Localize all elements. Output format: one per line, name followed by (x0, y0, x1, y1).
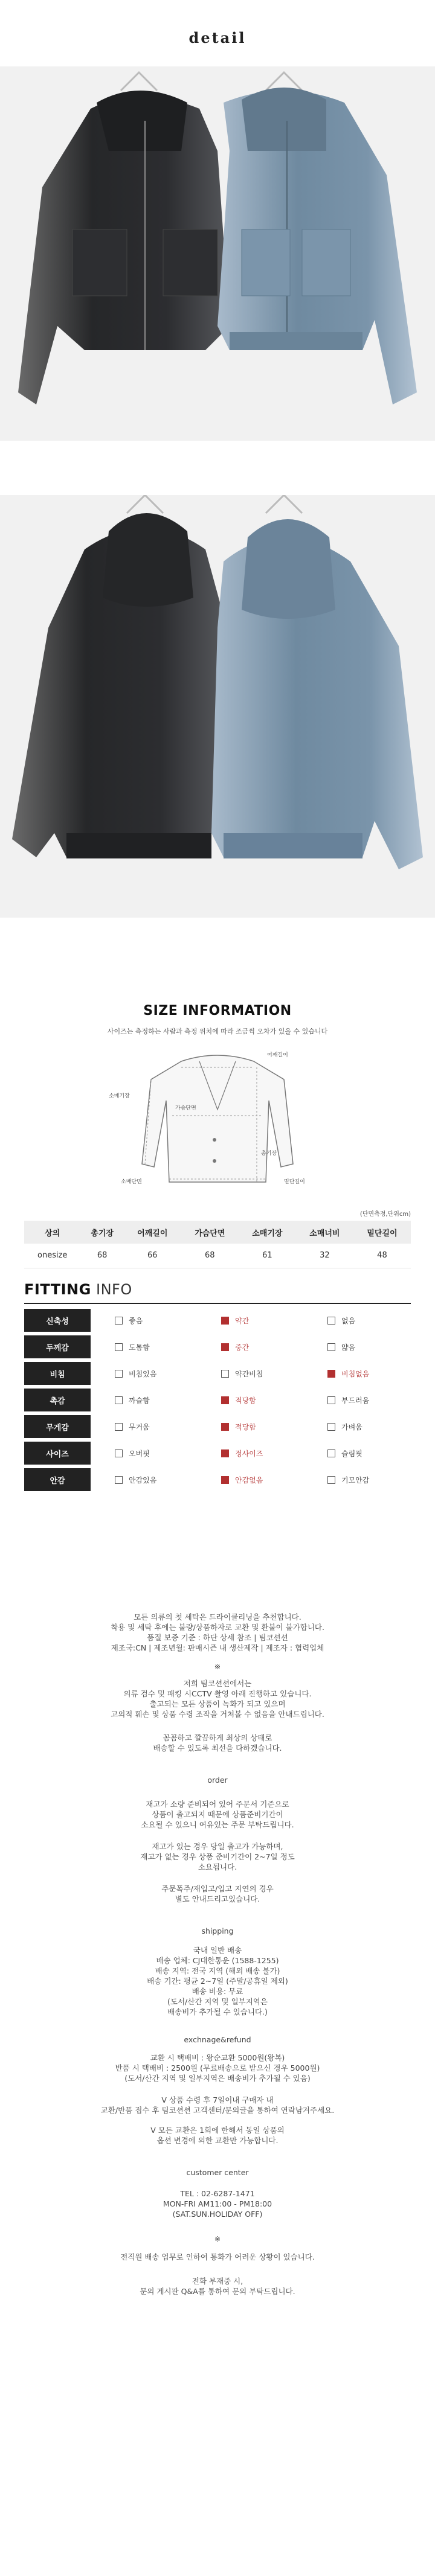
shipping-line: 배송 기간: 평균 2~7일 (주말/공휴일 제외) (147, 1977, 288, 1986)
exchange-line: 옵션 변경에 의한 교환만 가능합니다. (156, 2136, 279, 2145)
product-photo-back-art (0, 495, 435, 918)
closing-line: 전화 부재중 시, (192, 2277, 243, 2286)
shipping-line: 배송 지역: 전국 지역 (해외 배송 불가) (155, 1966, 280, 1975)
fitting-option-label: 무거움 (129, 1422, 150, 1431)
fitting-option (303, 1395, 410, 1405)
cs-line: MON-FRI AM11:00 - PM18:00 (163, 2199, 272, 2208)
fitting-option-label: 비침없음 (341, 1369, 370, 1378)
inspection-line: 출고되는 모든 상품이 녹화가 되고 있으며 (149, 1699, 286, 1708)
checked-box-icon (221, 1423, 229, 1431)
checked-box-icon (221, 1396, 229, 1404)
size-table-cell: 66 (147, 1251, 158, 1261)
fitting-row-label: 사이즈 (24, 1442, 91, 1465)
diagram-label-hem: 밑단길이 (284, 1179, 305, 1185)
size-table-header-cell: 총기장 (80, 1221, 123, 1244)
fitting-option-label: 까슬함 (129, 1396, 150, 1405)
fitting-heading-light: INFO (95, 1281, 132, 1298)
size-info-heading: SIZE INFORMATION (143, 1003, 292, 1018)
fitting-option-label: 안감없음 (235, 1475, 263, 1485)
exchange-heading: exchnage&refund (184, 2035, 251, 2044)
fitting-option-label: 약간비침 (235, 1369, 263, 1378)
exchange-option-notice (0, 2125, 435, 2146)
diagram-label-sleeve: 소매기장 (109, 1093, 130, 1099)
fitting-option-label: 정사이즈 (235, 1449, 263, 1458)
fitting-option (197, 1422, 303, 1432)
jacket-measurement-diagram (109, 1043, 326, 1194)
inspection-notice (0, 1678, 435, 1719)
order-stock-notice (0, 1841, 435, 1872)
promise-line: 꼼꼼하고 깔끔하게 최상의 상태로 (163, 1733, 272, 1742)
order-line: 상품이 출고되지 때문에 상품준비기간이 (152, 1810, 283, 1819)
fitting-row (24, 1309, 411, 1332)
fitting-option (197, 1395, 303, 1405)
care-line: 품질 보증 기준 : 하단 상세 참조 | 팀코션션 (147, 1633, 288, 1642)
fitting-option (91, 1369, 197, 1379)
inspection-line: 고의적 훼손 및 상품 수령 조작을 거쳐볼 수 없음을 안내드립니다. (111, 1710, 324, 1719)
fitting-option (303, 1342, 410, 1352)
fitting-option-label: 없음 (341, 1316, 356, 1325)
checked-box-icon (221, 1317, 229, 1325)
fitting-option-label: 얇음 (341, 1343, 356, 1352)
closing-line: 전직원 배송 업무로 인하여 통화가 어려운 상황이 있습니다. (120, 2252, 315, 2261)
exchange-fee-notice (0, 2053, 435, 2083)
exchange-period-notice (0, 2095, 435, 2115)
fitting-option (91, 1395, 197, 1405)
fitting-option (197, 1315, 303, 1326)
shipping-line: 국내 일반 배송 (193, 1946, 242, 1955)
exchange-line: V 모든 교환은 1회에 한해서 동일 상품의 (150, 2126, 285, 2135)
fitting-option (91, 1422, 197, 1432)
fitting-option-label: 가벼움 (341, 1422, 362, 1431)
care-line: 모든 의류의 첫 세탁은 드라이클리닝을 추천합니다. (134, 1612, 301, 1622)
order-line: 소요됩니다. (198, 1862, 237, 1871)
fitting-row-label: 촉감 (24, 1389, 91, 1411)
fitting-row-label: 신축성 (24, 1309, 91, 1332)
exchange-line: 교환/반품 접수 후 팀코션션 고객센터/문의글을 통하여 연락남겨주세요. (100, 2106, 335, 2115)
order-delay-notice (0, 1884, 435, 1904)
fitting-divider (24, 1303, 411, 1304)
shipping-line: 배송 업체: CJ대한통운 (1588-1255) (156, 1956, 279, 1965)
fitting-option-label: 비침있음 (129, 1369, 157, 1378)
fitting-row-label: 비침 (24, 1362, 91, 1385)
empty-box-icon (327, 1449, 335, 1457)
order-line: 재고가 소량 준비되어 있어 주문서 기준으로 (146, 1800, 289, 1809)
shipping-notice (0, 1945, 435, 2017)
promise-line: 배송할 수 있도록 최선을 다하겠습니다. (153, 1743, 282, 1753)
fitting-option-label: 좋음 (129, 1316, 143, 1325)
size-table-cell: 68 (205, 1251, 215, 1261)
customer-center-heading: customer center (186, 2168, 249, 2177)
fitting-option-label: 슬림핏 (341, 1449, 362, 1458)
fitting-row-label: 두께감 (24, 1335, 91, 1358)
fitting-table (24, 1309, 411, 1495)
closing-notice (0, 2252, 435, 2262)
separator-mark: ※ (214, 1662, 221, 1671)
size-table-header-cell: 소매너비 (296, 1221, 353, 1244)
fitting-option (91, 1342, 197, 1352)
size-table-header-cell: 밑단길이 (353, 1221, 411, 1244)
size-table-cell: 32 (320, 1251, 330, 1261)
product-photo-front-art (0, 66, 435, 441)
fitting-option (303, 1422, 410, 1432)
fitting-option (91, 1448, 197, 1459)
order-line: 재고가 없는 경우 상품 준비기간이 2~7일 정도 (140, 1852, 295, 1861)
diagram-label-chest: 가슴단면 (175, 1105, 196, 1111)
fitting-option (91, 1315, 197, 1326)
size-table-header-cell: 어깨길이 (124, 1221, 181, 1244)
size-table-cell: 61 (262, 1251, 272, 1261)
fitting-row (24, 1335, 411, 1358)
empty-box-icon (115, 1423, 123, 1431)
shipping-line: (도서/산간 지역 및 일부지역은 (167, 1997, 268, 2006)
product-photo-back (0, 495, 435, 918)
empty-box-icon (115, 1449, 123, 1457)
exchange-line: 반품 시 택배비 : 2500원 (무료배송으로 받으신 경우 5000원) (115, 2063, 320, 2073)
promise-notice (0, 1733, 435, 1753)
fitting-heading-bold: FITTING (24, 1281, 91, 1298)
size-table-header (24, 1221, 411, 1244)
fitting-option (303, 1315, 410, 1326)
checked-box-icon (221, 1476, 229, 1484)
fitting-row (24, 1442, 411, 1465)
detail-title: detail (188, 29, 246, 46)
empty-box-icon (327, 1343, 335, 1351)
fitting-option-label: 적당함 (235, 1422, 256, 1431)
fitting-option (197, 1475, 303, 1485)
size-table-cell: 68 (97, 1251, 108, 1261)
empty-box-icon (327, 1476, 335, 1484)
size-table (24, 1221, 411, 1268)
customer-center-info (0, 2188, 435, 2219)
fitting-option-label: 안감있음 (129, 1475, 157, 1485)
size-unit-note: (단면측정,단위cm) (359, 1211, 411, 1218)
order-line: 주문폭주/재입고/입고 지연의 경우 (161, 1884, 274, 1893)
size-table-header-cell: 소매기장 (239, 1221, 296, 1244)
exchange-line: V 상품 수령 후 7일이내 구매자 내 (161, 2095, 274, 2105)
shipping-line: 배송 비용: 무료 (192, 1987, 243, 1996)
shipping-heading: shipping (201, 1926, 234, 1935)
inspection-line: 저희 팀코션션에서는 (183, 1679, 252, 1688)
cs-line: TEL : 02-6287-1471 (180, 2189, 255, 2198)
size-table-cell: 48 (377, 1251, 387, 1261)
fitting-info-heading (24, 1281, 132, 1298)
closing-contact-notice (0, 2276, 435, 2296)
fitting-option (197, 1448, 303, 1459)
fitting-option-label: 부드러움 (341, 1396, 370, 1405)
size-table-row (24, 1244, 411, 1268)
order-line: 재고가 있는 경우 당일 출고가 가능하며, (152, 1842, 283, 1851)
empty-box-icon (115, 1370, 123, 1378)
fitting-row (24, 1415, 411, 1438)
order-line: 소요될 수 있으니 여유있는 주문 부탁드립니다. (141, 1820, 294, 1829)
empty-box-icon (327, 1423, 335, 1431)
fitting-option-label: 중간 (235, 1343, 250, 1352)
fitting-row-label: 안감 (24, 1468, 91, 1491)
fitting-option (197, 1369, 303, 1379)
fitting-row (24, 1468, 411, 1491)
fitting-option (303, 1475, 410, 1485)
order-line: 별도 안내드리고있습니다. (175, 1894, 260, 1903)
care-notice (0, 1612, 435, 1653)
diagram-label-cuff: 소매단면 (121, 1179, 142, 1185)
fitting-option (303, 1448, 410, 1459)
fitting-option-label: 오버핏 (129, 1449, 150, 1458)
product-photo-front (0, 66, 435, 441)
size-info-note: 사이즈는 측정하는 사람과 측정 위치에 따라 조금씩 오차가 있을 수 있습니다 (107, 1028, 328, 1035)
fitting-option (197, 1342, 303, 1352)
empty-box-icon (115, 1396, 123, 1404)
fitting-row (24, 1389, 411, 1411)
empty-box-icon (115, 1343, 123, 1351)
care-line: 착용 및 세탁 후에는 불량/상품하자로 교환 및 환불이 불가합니다. (111, 1623, 324, 1632)
order-notice (0, 1799, 435, 1830)
checked-box-icon (221, 1449, 229, 1457)
fitting-row-label: 무게감 (24, 1415, 91, 1438)
exchange-line: 교환 시 택배비 : 왕순교환 5000원(왕복) (150, 2053, 285, 2062)
size-table-header-cell: 상의 (24, 1221, 80, 1244)
fitting-option-label: 도톰함 (129, 1343, 150, 1352)
order-heading: order (207, 1775, 228, 1785)
fitting-option-label: 적당함 (235, 1396, 256, 1405)
fitting-option-label: 약간 (235, 1316, 250, 1325)
cs-line: (SAT.SUN.HOLIDAY OFF) (172, 2210, 263, 2219)
fitting-option-label: 기모안감 (341, 1475, 370, 1485)
size-table-header-cell: 가슴단면 (181, 1221, 239, 1244)
checked-box-icon (327, 1370, 335, 1378)
diagram-label-length: 총기장 (261, 1151, 277, 1157)
fitting-option (91, 1475, 197, 1485)
fitting-option (303, 1369, 410, 1379)
inspection-line: 의류 검수 및 패킹 시CCTV 촬영 아래 진행하고 있습니다. (123, 1689, 312, 1698)
closing-line: 문의 게시판 Q&A를 통하여 문의 부탁드립니다. (140, 2287, 295, 2296)
empty-box-icon (327, 1317, 335, 1325)
empty-box-icon (115, 1317, 123, 1325)
care-line: 제조국:CN | 제조년월: 판매시즌 내 생산제작 | 제조자 : 협력업체 (111, 1643, 324, 1652)
exchange-line: (도서/산간 지역 및 일부지역은 배송비가 추가될 수 있음) (124, 2074, 311, 2083)
separator-mark: ※ (214, 2234, 221, 2243)
size-table-cell: onesize (37, 1251, 68, 1261)
empty-box-icon (115, 1476, 123, 1484)
checked-box-icon (221, 1343, 229, 1351)
diagram-label-shoulder: 어깨길이 (267, 1052, 288, 1058)
empty-box-icon (221, 1370, 229, 1378)
empty-box-icon (327, 1396, 335, 1404)
shipping-line: 배송비가 추가될 수 있습니다.) (167, 2007, 268, 2016)
fitting-row (24, 1362, 411, 1385)
